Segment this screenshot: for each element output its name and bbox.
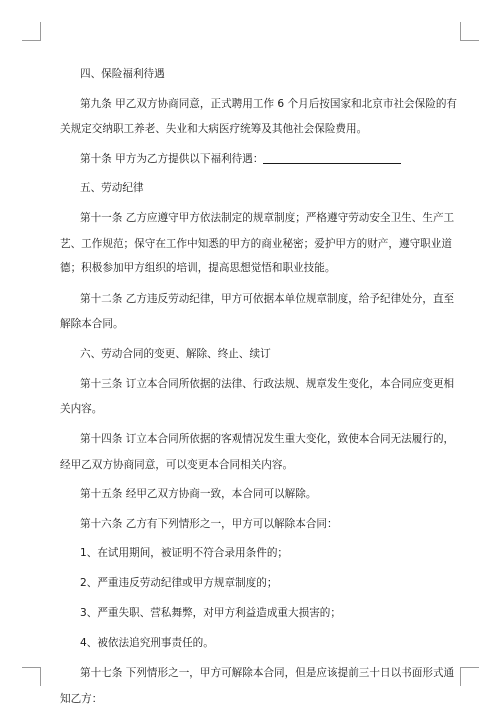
- article-14-line-2: 经甲乙双方协商同意，可以变更本合同相关内容。: [60, 459, 294, 471]
- crop-mark-bottom-right: [460, 667, 479, 686]
- benefits-blank-line: [263, 151, 401, 164]
- section-heading-insurance: 四、保险福利待遇: [80, 68, 165, 80]
- article-11-line-3: 德；积极参加甲方组织的培训，提高思想觉悟和职业技能。: [60, 262, 336, 274]
- article-10-line: [60, 149, 440, 169]
- crop-mark-bottom-left: [22, 667, 41, 686]
- list-item-3: 3、严重失职、营私舞弊，对甲方利益造成重大损害的；: [80, 607, 341, 619]
- section-heading-discipline: 五、劳动纪律: [80, 182, 144, 194]
- crop-mark-top-right: [460, 22, 479, 41]
- list-item-1: 1、在试用期间，被证明不符合录用条件的；: [80, 547, 289, 559]
- article-14-line-1: 第十四条 订立本合同所依据的客观情况发生重大变化，致使本合同无法履行的，: [80, 433, 455, 445]
- article-10-text: 第十条 甲方为乙方提供以下福利待遇：: [80, 153, 264, 165]
- article-17-line-2: 知乙方：: [60, 693, 103, 705]
- crop-mark-top-left: [22, 22, 41, 41]
- article-12-line-1: 第十二条 乙方违反劳动纪律，甲方可依据本单位规章制度，给予纪律处分，直至: [80, 293, 455, 305]
- section-heading-contract-changes: 六、劳动合同的变更、解除、终止、续订: [80, 348, 271, 360]
- article-13-line-2: 关内容。: [60, 403, 103, 415]
- list-item-2: 2、严重违反劳动纪律或甲方规章制度的；: [80, 577, 278, 589]
- article-16-line: 第十六条 乙方有下列情形之一，甲方可以解除本合同：: [80, 518, 338, 530]
- article-11-line-1: 第十一条 乙方应遵守甲方依法制定的规章制度；严格遵守劳动安全卫生、生产工: [80, 212, 455, 224]
- article-17-line-1: 第十七条 下列情形之一，甲方可解除本合同，但是应该提前三十日以书面形式通: [80, 667, 455, 679]
- article-9-line-2: 关规定交纳职工养老、失业和大病医疗统筹及其他社会保险费用。: [60, 123, 368, 135]
- article-15-line: 第十五条 经甲乙双方协商一致，本合同可以解除。: [80, 488, 317, 500]
- article-12-line-2: 解除本合同。: [60, 318, 124, 330]
- list-item-4: 4、被依法追究刑事责任的。: [80, 637, 214, 649]
- article-9-line-1: 第九条 甲乙双方协商同意，正式聘用工作 6 个月后按国家和北京市社会保险的有: [80, 98, 458, 110]
- article-11-line-2: 艺、工作规范；保守在工作中知悉的甲方的商业秘密；爱护甲方的财产，遵守职业道: [60, 238, 452, 250]
- article-13-line-1: 第十三条 订立本合同所依据的法律、行政法规、规章发生变化，本合同应变更相: [80, 378, 455, 390]
